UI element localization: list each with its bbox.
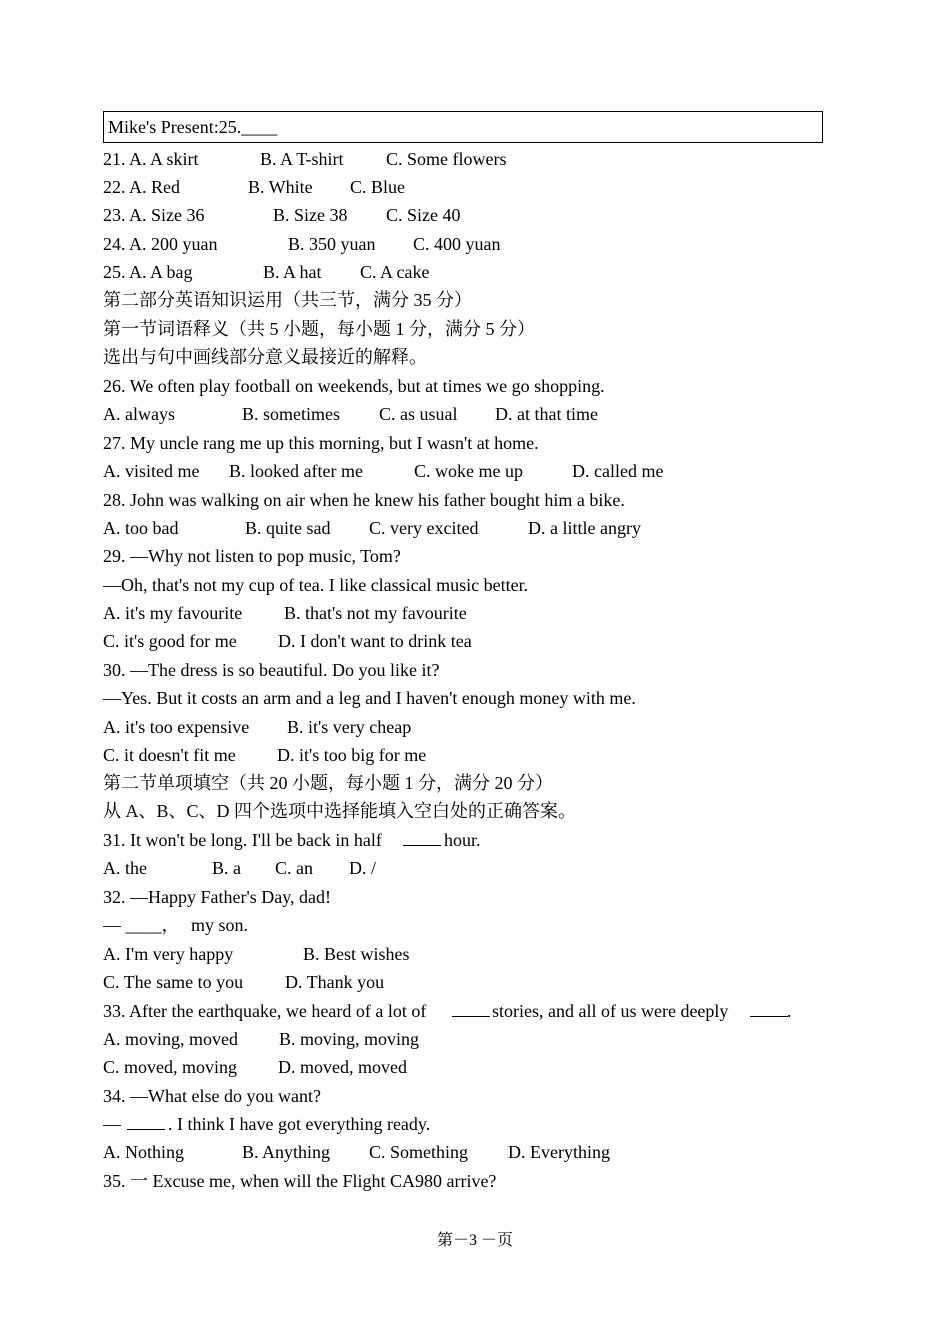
text-segment: 30. —The dress is so beautiful. Do you like it? [103,660,440,680]
text-segment: C. Some flowers [386,149,507,169]
text-segment: C. Size 40 [386,205,461,225]
text-segment: A. Nothing [103,1142,184,1162]
present-box [103,111,823,143]
text-segment: — [103,1114,121,1134]
text-segment: A. I'm very happy [103,944,234,964]
text-segment: A. it's my favourite [103,603,243,623]
text-segment: D. moved, moved [278,1057,407,1077]
text-segment: C. moved, moving [103,1057,237,1077]
text-segment: A. visited me [103,461,200,481]
text-segment: B. sometimes [242,404,340,424]
text-segment: 24. A. 200 yuan [103,234,218,254]
text-segment: A. moving, moved [103,1029,238,1049]
text-segment: . I think I have got everything ready. [168,1114,431,1134]
text-segment: C. it's good for me [103,631,237,651]
text-segment: 21. A. A skirt [103,149,199,169]
text-segment: C. as usual [379,404,458,424]
answer-blank [750,998,788,1024]
text-segment: C. 400 yuan [413,234,501,254]
text-segment: —Oh, that's not my cup of tea. I like classical music better. [103,575,529,595]
text-segment: 26. We often play football on weekends, but at times we go shopping. [103,376,605,396]
text-segment: C. The same to you [103,972,244,992]
answer-blank [403,827,441,853]
text-segment: C. very excited [369,518,479,538]
text-segment: B. A T-shirt [260,149,344,169]
text-segment: 27. My uncle rang me up this morning, but I wasn't at home. [103,433,539,453]
text-segment: B. 350 yuan [288,234,376,254]
text-segment: 34. —What else do you want? [103,1086,321,1106]
text-segment: 第二部分英语知识运用（共三节，满分 35 分） [103,290,472,310]
text-segment: stories, and all of us were deeply [492,1001,729,1021]
text-segment: A. it's too expensive [103,717,250,737]
text-segment: D. at that time [495,404,598,424]
text-segment: B. a [212,858,241,878]
text-segment: D. called me [572,461,664,481]
page-footer: 第－3 －页 [436,1232,513,1249]
text-segment: B. it's very cheap [287,717,412,737]
answer-blank [127,1111,165,1137]
text-segment: C. Blue [350,177,406,197]
text-segment: 从 A、B、C、D 四个选项中选择能填入空白处的正确答案。 [103,801,577,821]
present-box-text: Mike's Present:25.____ [108,117,278,137]
text-segment: 28. John was walking on air when he knew his father bought him a bike. [103,490,625,510]
text-segment: 第一节词语释义（共 5 小题，每小题 1 分，满分 5 分） [103,319,535,339]
text-segment: 29. —Why not listen to pop music, Tom? [103,546,401,566]
text-segment: D. a little angry [528,518,641,538]
text-segment: 第二节单项填空（共 20 小题，每小题 1 分，满分 20 分） [103,773,553,793]
answer-blank [452,998,490,1024]
text-segment: 选出与句中画线部分意义最接近的解释。 [103,347,427,367]
text-segment: . [787,1001,792,1021]
text-segment: 32. —Happy Father's Day, dad! [103,887,332,907]
text-segment: D. I don't want to drink tea [278,631,472,651]
text-segment: C. A cake [360,262,430,282]
text-segment: C. Something [369,1142,469,1162]
text-segment: 22. A. Red [103,177,181,197]
text-segment: B. looked after me [229,461,363,481]
text-segment: —Yes. But it costs an arm and a leg and I haven't enough money with me. [103,688,636,708]
text-segment: B. quite sad [245,518,331,538]
text-segment: B. Best wishes [303,944,410,964]
text-segment: D. / [349,858,376,878]
text-segment: D. Everything [508,1142,610,1162]
text-segment: A. always [103,404,175,424]
text-segment: B. White [248,177,313,197]
text-segment: C. it doesn't fit me [103,745,236,765]
text-segment: B. Size 38 [273,205,348,225]
text-segment: B. A hat [263,262,322,282]
text-segment: D. it's too big for me [277,745,427,765]
text-segment: C. woke me up [414,461,523,481]
text-segment: 23. A. Size 36 [103,205,205,225]
text-segment: A. the [103,858,147,878]
text-segment: 25. A. A bag [103,262,193,282]
text-segment: B. moving, moving [279,1029,420,1049]
text-segment: 31. It won't be long. I'll be back in half [103,830,382,850]
text-segment: D. Thank you [285,972,385,992]
text-segment: 33. After the earthquake, we heard of a lot of [103,1001,427,1021]
text-segment: hour. [444,830,481,850]
text-segment: A. too bad [103,518,179,538]
text-segment: C. an [275,858,313,878]
text-segment: — ____， [103,915,180,935]
text-segment: B. that's not my favourite [284,603,467,623]
text-segment: 35. 一 Excuse me, when will the Flight CA980 arrive? [103,1171,497,1191]
text-segment: my son. [191,915,249,935]
text-segment: B. Anything [242,1142,331,1162]
